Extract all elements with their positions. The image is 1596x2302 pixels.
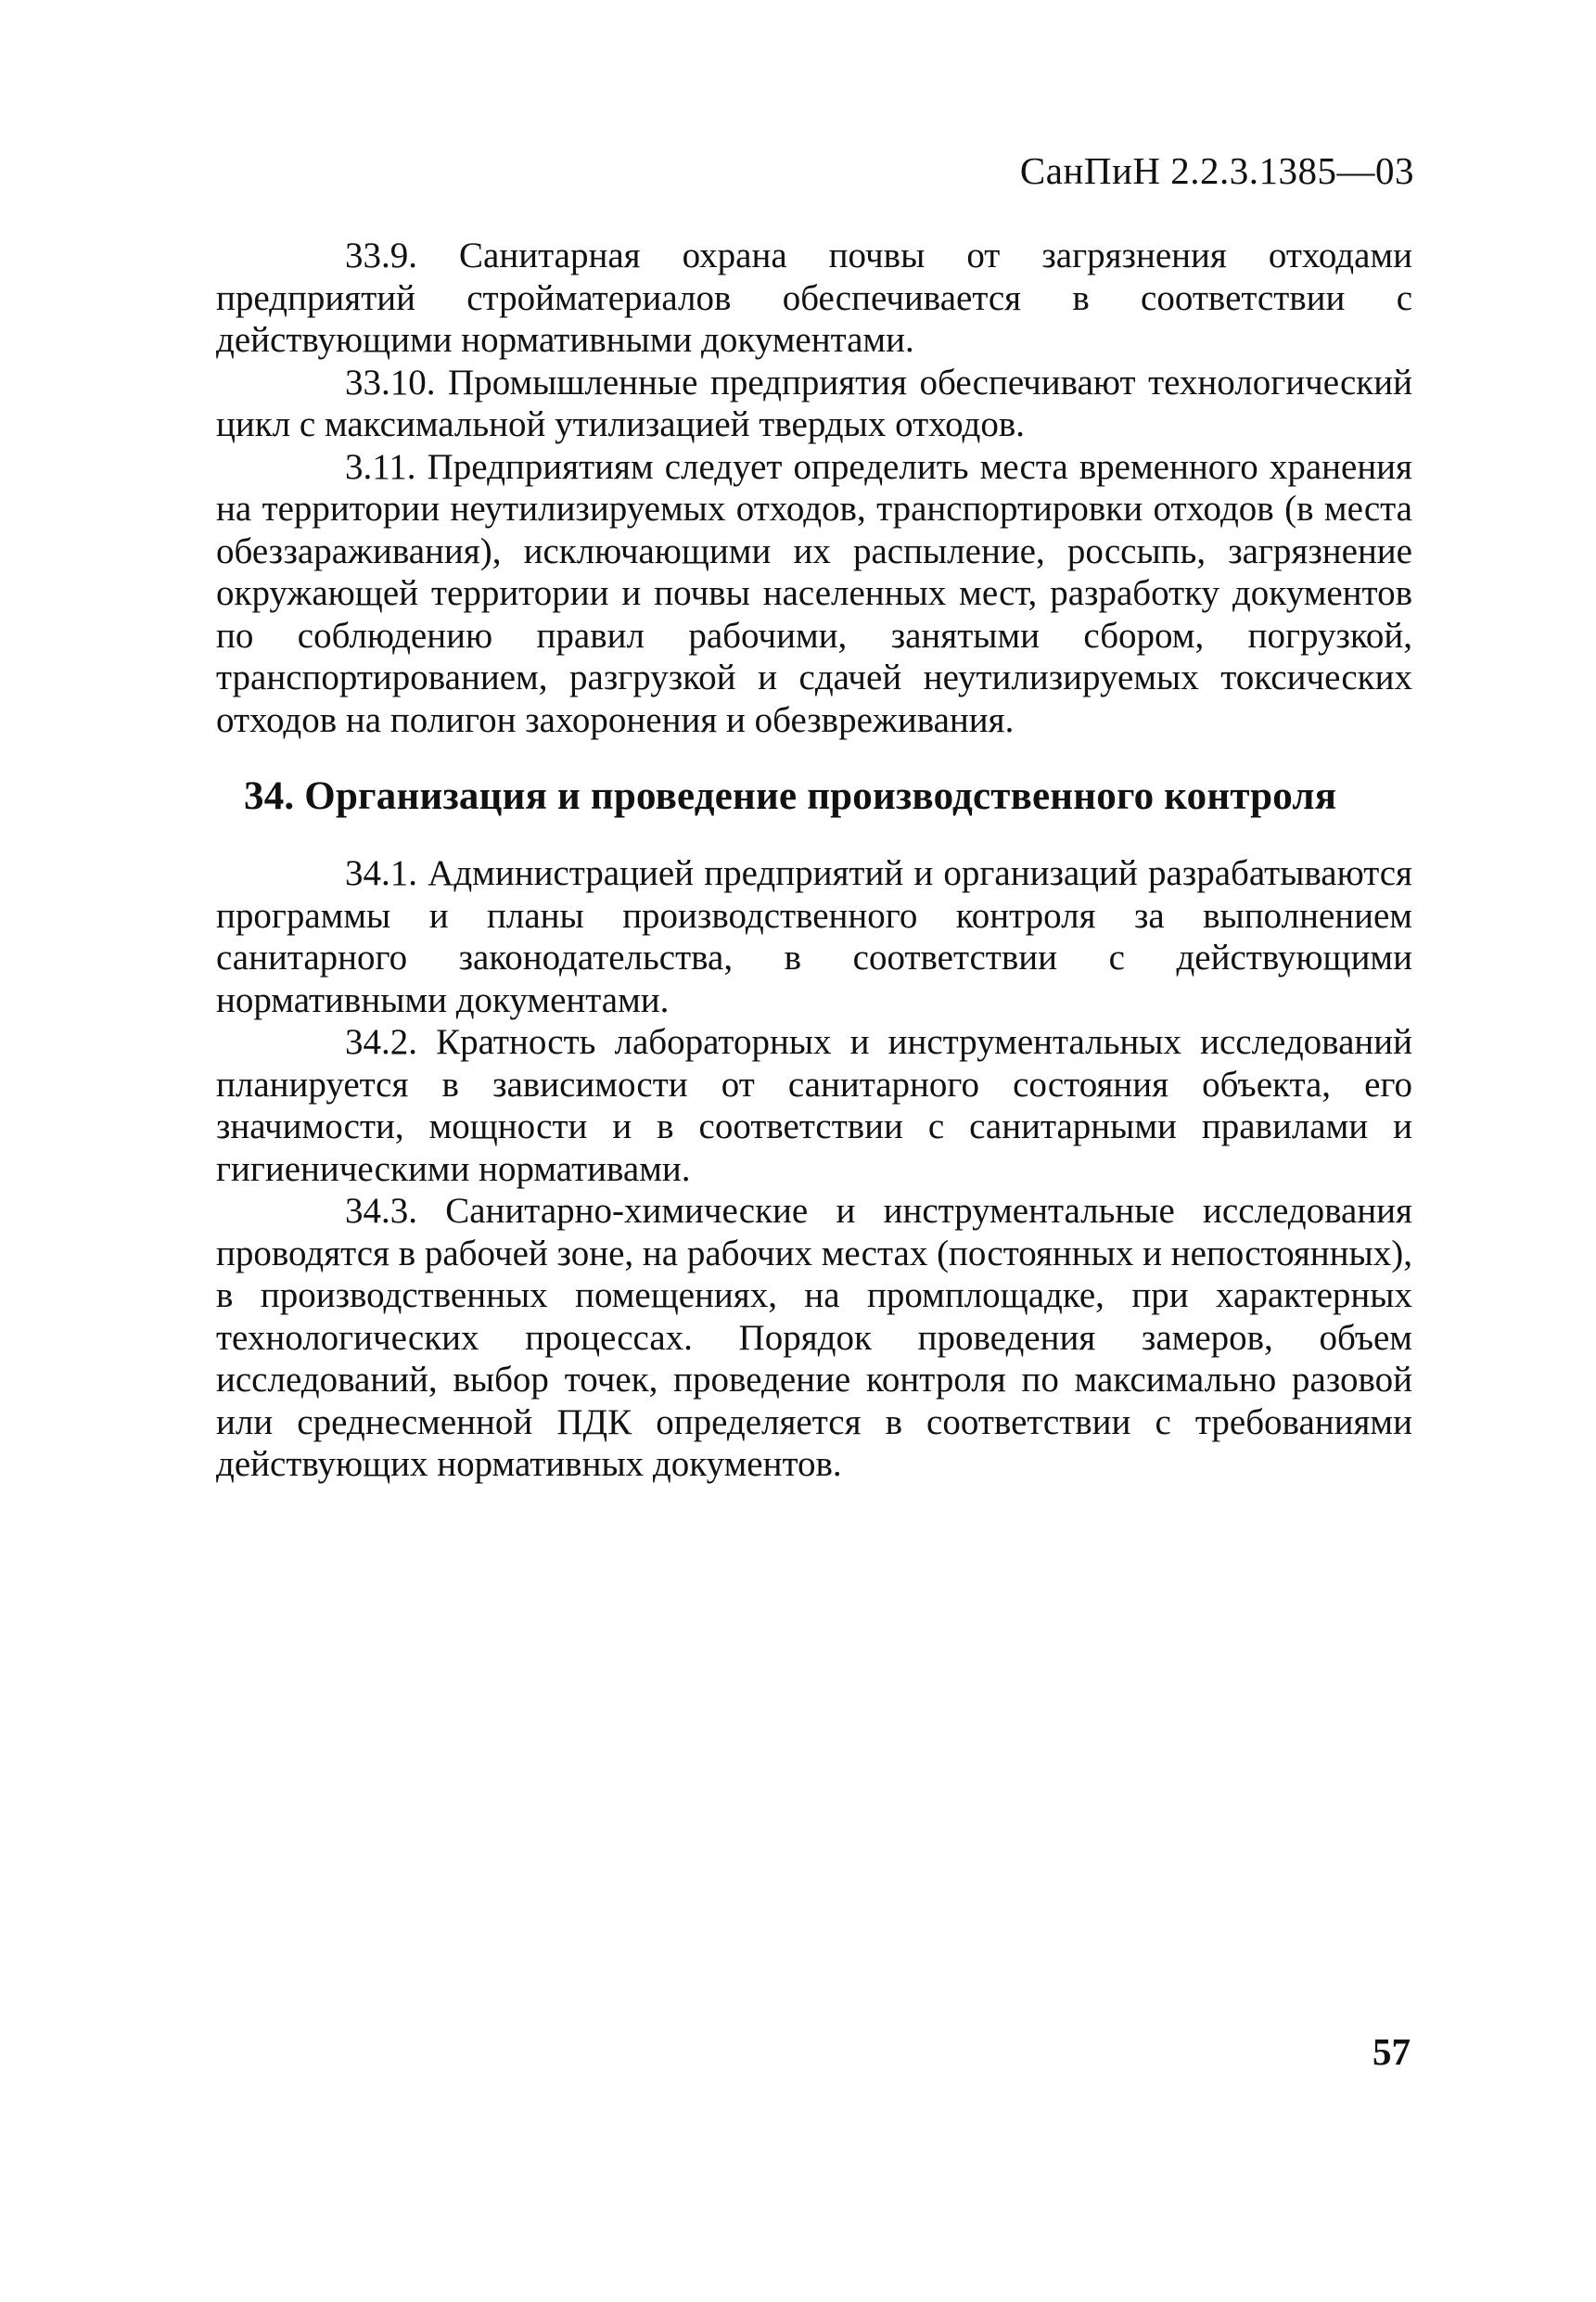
- paragraph-34-3: 34.3. Санитарно-химические и инструментальные исследования проводятся в рабочей зоне, на рабочих местах (постоянных и непостоянных), в производственных помещениях, на промплощадке, при характерных технологических процессах. Порядок проведения замеров, объем исследований, выбор точек, проведение контроля по максимально разовой или среднесменной ПДК определяется в соответствии с требованиями действующих нормативных документов.: [216, 1191, 1412, 1484]
- body-text: [216, 235, 1412, 1486]
- page-number: 57: [1373, 2030, 1411, 2073]
- paragraph-33-9: 33.9. Санитарная охрана почвы от загрязнения отходами предприятий стройматериалов обеспечивается в соответствии с действующими нормативными документами.: [216, 236, 1412, 360]
- running-header: СанПиН 2.2.3.1385—03: [1019, 149, 1414, 192]
- paragraph-34-2: 34.2. Кратность лабораторных и инструментальных исследований планируется в зависимости от санитарного состояния объекта, его значимости, мощности и в соответствии с санитарными правилами и гигиеническими нормативами.: [216, 1022, 1412, 1189]
- paragraph-34-1: 34.1. Администрацией предприятий и организаций разрабатываются программы и планы производственного контроля за выполнением санитарного законодательства, в соответствии с действующими нормативными документами.: [216, 853, 1412, 1020]
- paragraph-3-11: 3.11. Предприятиям следует определить места временного хранения на территории неутилизируемых отходов, транспортировки отходов (в места обеззараживания), исключающими их распыление, россыпь, загрязнение окружающей территории и почвы населенных мест, разработку документов по соблюдению правил рабочими, занятыми сбором, погрузкой, транспортированием, разгрузкой и сдачей неутилизируемых токсических отходов на полигон захоронения и обезвреживания.: [216, 446, 1412, 740]
- section-heading: 34. Организация и проведение производственного контроля: [244, 774, 1337, 818]
- paragraph-33-10: 33.10. Промышленные предприятия обеспечивают технологический цикл с максимальной утилизацией твердых отходов.: [216, 362, 1412, 444]
